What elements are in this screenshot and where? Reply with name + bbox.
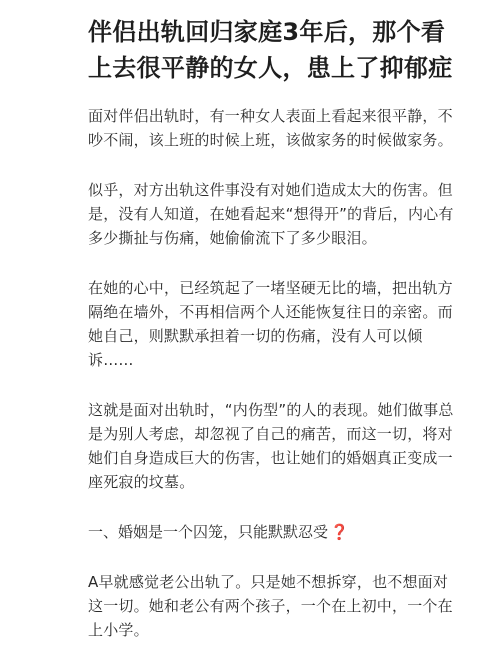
article-paragraph-1: 面对伴侣出轨时，有一种女人表面上看起来很平静，不吵不闹，该上班的时候上班，该做家务的时候做家务。: [88, 107, 453, 149]
article-paragraph-4: 这就是面对出轨时，“内伤型”的人的表现。她们做事总是为别人考虑，却忽视了自己的痛苦，而这一切，将对她们自身造成巨大的伤害，也让她们的婚姻真正变成一座死寂的坟墓。: [88, 401, 454, 491]
article-paragraph-5: A早就感觉老公出轨了。只是她不想拆穿，也不想面对这一切。她和老公有两个孩子，一个在上初中，一个在上小学。: [88, 573, 453, 639]
section-heading: [88, 520, 460, 544]
article-paragraph-3: 在她的心中，已经筑起了一堵坚硬无比的墙，把出轨方隔绝在墙外，不再相信两个人还能恢复往日的亲密。而她自己，则默默承担着一切的伤痛，没有人可以倾诉……: [88, 279, 453, 369]
article-paragraph-2: 似乎，对方出轨这件事没有对她们造成太大的伤害。但是，没有人知道，在她看起来“想得开”的背后，内心有多少撕扯与伤痛，她偷偷流下了多少眼泪。: [88, 181, 454, 247]
section-heading-text: 一、婚姻是一个囚笼，只能默默忍受: [88, 523, 329, 541]
question-mark-icon: ❓: [330, 523, 349, 541]
article-title: 伴侣出轨回归家庭3年后，那个看上去很平静的女人，患上了抑郁症: [88, 18, 453, 82]
